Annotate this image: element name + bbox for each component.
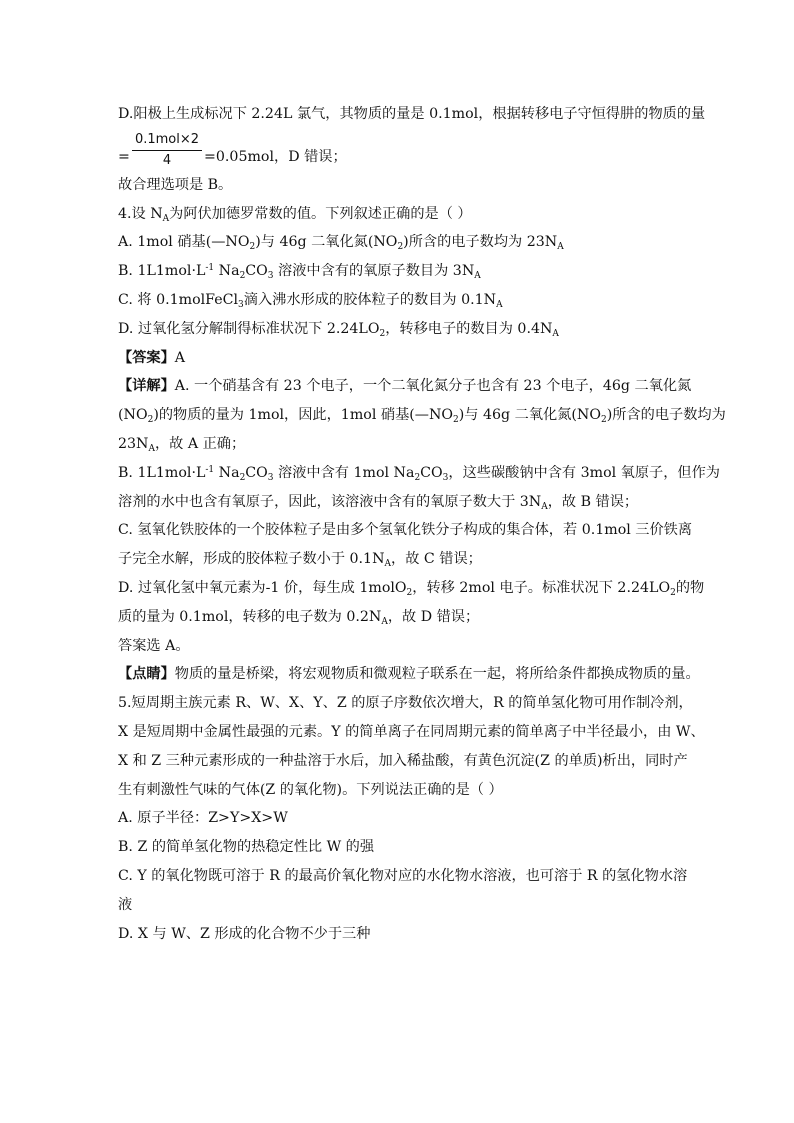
text: Na [214, 263, 240, 280]
text: X 和 Z 三种元素形成的一种盐溶于水后，加入稀盐酸，有黄色沉淀(Z 的单质)析出，同时产 [118, 752, 688, 769]
subscript: 2 [397, 242, 404, 253]
text: 物质的量是桥梁，将宏观物质和微观粒子联系在一起，将所给条件都换成物质的量。 [174, 666, 700, 683]
subscript: 3 [442, 472, 449, 483]
subscript: 2 [670, 587, 676, 598]
text-line [118, 171, 678, 200]
question-4-option-d [118, 315, 678, 344]
answer-value: A [174, 349, 186, 366]
text-line [118, 100, 706, 129]
explanation-line [118, 459, 720, 488]
text: A. 一个硝基含有 23 个电子，一个二氧化氮分子也含有 23 个电子，46g 二氧化氮 [174, 378, 692, 395]
text: B. 1L1mol·L [118, 263, 206, 280]
text: 故合理选项是 B。 [118, 176, 233, 193]
subscript: 2 [239, 271, 246, 282]
explanation-line [118, 372, 692, 401]
explanation-line [118, 488, 678, 517]
text: ，这些碳酸钠中含有 3mol 氧原子，但作为 [448, 464, 720, 481]
answer-tag: 【答案】 [118, 349, 175, 366]
text: D. 过氧化氢中氧元素为-1 价，每生成 1molO [118, 579, 407, 596]
text: )与 46g 二氧化氮(NO [255, 234, 398, 251]
superscript: -1 [205, 464, 215, 475]
subscript: 2 [379, 328, 386, 339]
subscript: 3 [238, 299, 244, 310]
text: C. 氢氧化铁胶体的一个胶体粒子是由多个氢氧化铁分子构成的集合体，若 0.1mol 三价铁离 [118, 522, 693, 539]
subscript: A [557, 242, 564, 253]
subscript: A [162, 213, 170, 224]
text: 4.设 N [118, 205, 163, 222]
text: A. 原子半径：Z>Y>X>W [118, 810, 288, 827]
text: 溶液中含有 1mol Na [273, 464, 415, 481]
text: )的物质的量为 1mol，因此，1mol 硝基(—NO [153, 407, 454, 424]
text: B. 1L1mol·L [118, 464, 206, 481]
text: ，故 A 正确； [154, 435, 246, 452]
tip-line [118, 660, 700, 689]
text: 溶剂的水中也含有氧原子，因此，该溶液中含有的氧原子数大于 3N [118, 493, 542, 510]
subscript: A [552, 328, 559, 339]
subscript: A [496, 299, 503, 310]
text: )与 46g 二氧化氮(NO [458, 407, 601, 424]
text: 质的量为 0.1mol，转移的电子数为 0.2N [118, 608, 382, 625]
text: 23N [118, 435, 149, 452]
subscript: 2 [249, 242, 256, 253]
fraction-bar [132, 150, 202, 151]
fraction-numerator: 0.1mol×2 [134, 131, 200, 147]
text: D.阳极上生成标况下 2.24L 氯气，其物质的量是 0.1mol，根据转移电子守恒得肼的物质的量 [118, 106, 706, 122]
text: 答案选 A。 [118, 637, 190, 654]
question-5-option-d [118, 920, 678, 949]
text: D. 过氧化氢分解制得标准状况下 2.24LO [118, 320, 380, 337]
question-5-option-a [118, 804, 678, 833]
explanation-line [118, 401, 726, 430]
fraction-denominator: 4 [162, 152, 172, 168]
subscript: 3 [267, 472, 274, 483]
text: 生有刺激性气味的气体(Z 的氧化物)。下列说法正确的是（ ） [118, 781, 503, 798]
text: 的物 [675, 579, 705, 596]
document-page [118, 100, 726, 948]
text: )所含的电子数均为 23N [403, 234, 558, 251]
text: 5.短周期主族元素 R、W、X、Y、Z 的原子序数依次增大，R 的简单氢化物可用作制冷剂， [118, 695, 693, 712]
explanation-line [118, 603, 678, 632]
question-4-stem [118, 200, 678, 229]
text: )所含的电子数均为 [606, 407, 726, 424]
text: 液 [118, 896, 133, 913]
question-5-stem [118, 718, 705, 747]
text: X 是短周期中金属性最强的元素。Y 的简单离子在同周期元素的简单离子中半径最小，由 W、 [118, 723, 705, 740]
text: ，故 C 错误； [391, 551, 482, 568]
subscript: A [148, 443, 155, 454]
subscript: 2 [414, 472, 421, 483]
subscript: 2 [600, 415, 607, 426]
text: 滴入沸水形成的胶体粒子的数目为 0.1N [243, 291, 497, 308]
explanation-line [118, 545, 678, 574]
text: ，转移 2mol 电子。标准状况下 2.24LO [412, 579, 671, 596]
question-5-option-b [118, 833, 678, 862]
text: D. X 与 W、Z 形成的化合物不少于三种 [118, 925, 371, 942]
text: ，故 B 错误； [547, 493, 639, 510]
question-5-stem [118, 689, 693, 718]
explanation-line [118, 632, 678, 661]
text: ，故 D 错误； [387, 608, 480, 625]
subscript: 2 [147, 415, 154, 426]
superscript: -1 [205, 263, 215, 274]
text: CO [245, 263, 268, 280]
text: (NO [118, 407, 148, 424]
question-4-option-b [118, 257, 678, 286]
explanation-line [118, 430, 678, 459]
explanation-line [118, 516, 693, 545]
text: Na [214, 464, 240, 481]
subscript: 2 [453, 415, 459, 426]
subscript: 3 [267, 271, 274, 282]
text: C. Y 的氧化物既可溶于 R 的最高价氧化物对应的水化物水溶液，也可溶于 R 的氢化物水溶 [118, 867, 688, 884]
explanation-tag: 【详解】 [118, 378, 175, 395]
tip-tag: 【点睛】 [118, 666, 175, 683]
text: C. 将 0.1molFeCl [118, 291, 239, 308]
text: CO [420, 464, 443, 481]
subscript: 2 [239, 472, 246, 483]
text: ，转移电子的数目为 0.4N [385, 320, 553, 337]
subscript: A [381, 616, 388, 627]
explanation-line [118, 574, 705, 603]
subscript: A [541, 501, 548, 512]
question-5-option-c [118, 862, 688, 891]
subscript: A [474, 271, 481, 282]
text: B. Z 的简单氢化物的热稳定性比 W 的强 [118, 839, 375, 856]
fraction [132, 132, 202, 169]
question-5-stem [118, 776, 678, 805]
text: CO [245, 464, 268, 481]
question-5-option-c-cont [118, 891, 678, 920]
subscript: A [384, 559, 391, 570]
subscript: 2 [406, 587, 413, 598]
text: 子完全水解，形成的胶体粒子数小于 0.1N [118, 551, 385, 568]
text: 溶液中含有的氧原子数目为 3N [273, 263, 475, 280]
text: 为阿伏加德罗常数的值。下列叙述正确的是（ ） [169, 205, 472, 222]
question-5-stem [118, 747, 688, 776]
answer-line [118, 344, 678, 373]
fraction-expression [118, 129, 678, 171]
question-4-option-c [118, 286, 678, 315]
question-4-option-a [118, 228, 678, 257]
equals-sign: = [118, 148, 130, 165]
fraction-result: =0.05mol，D 错误； [204, 148, 347, 165]
text: A. 1mol 硝基(—NO [118, 234, 250, 251]
